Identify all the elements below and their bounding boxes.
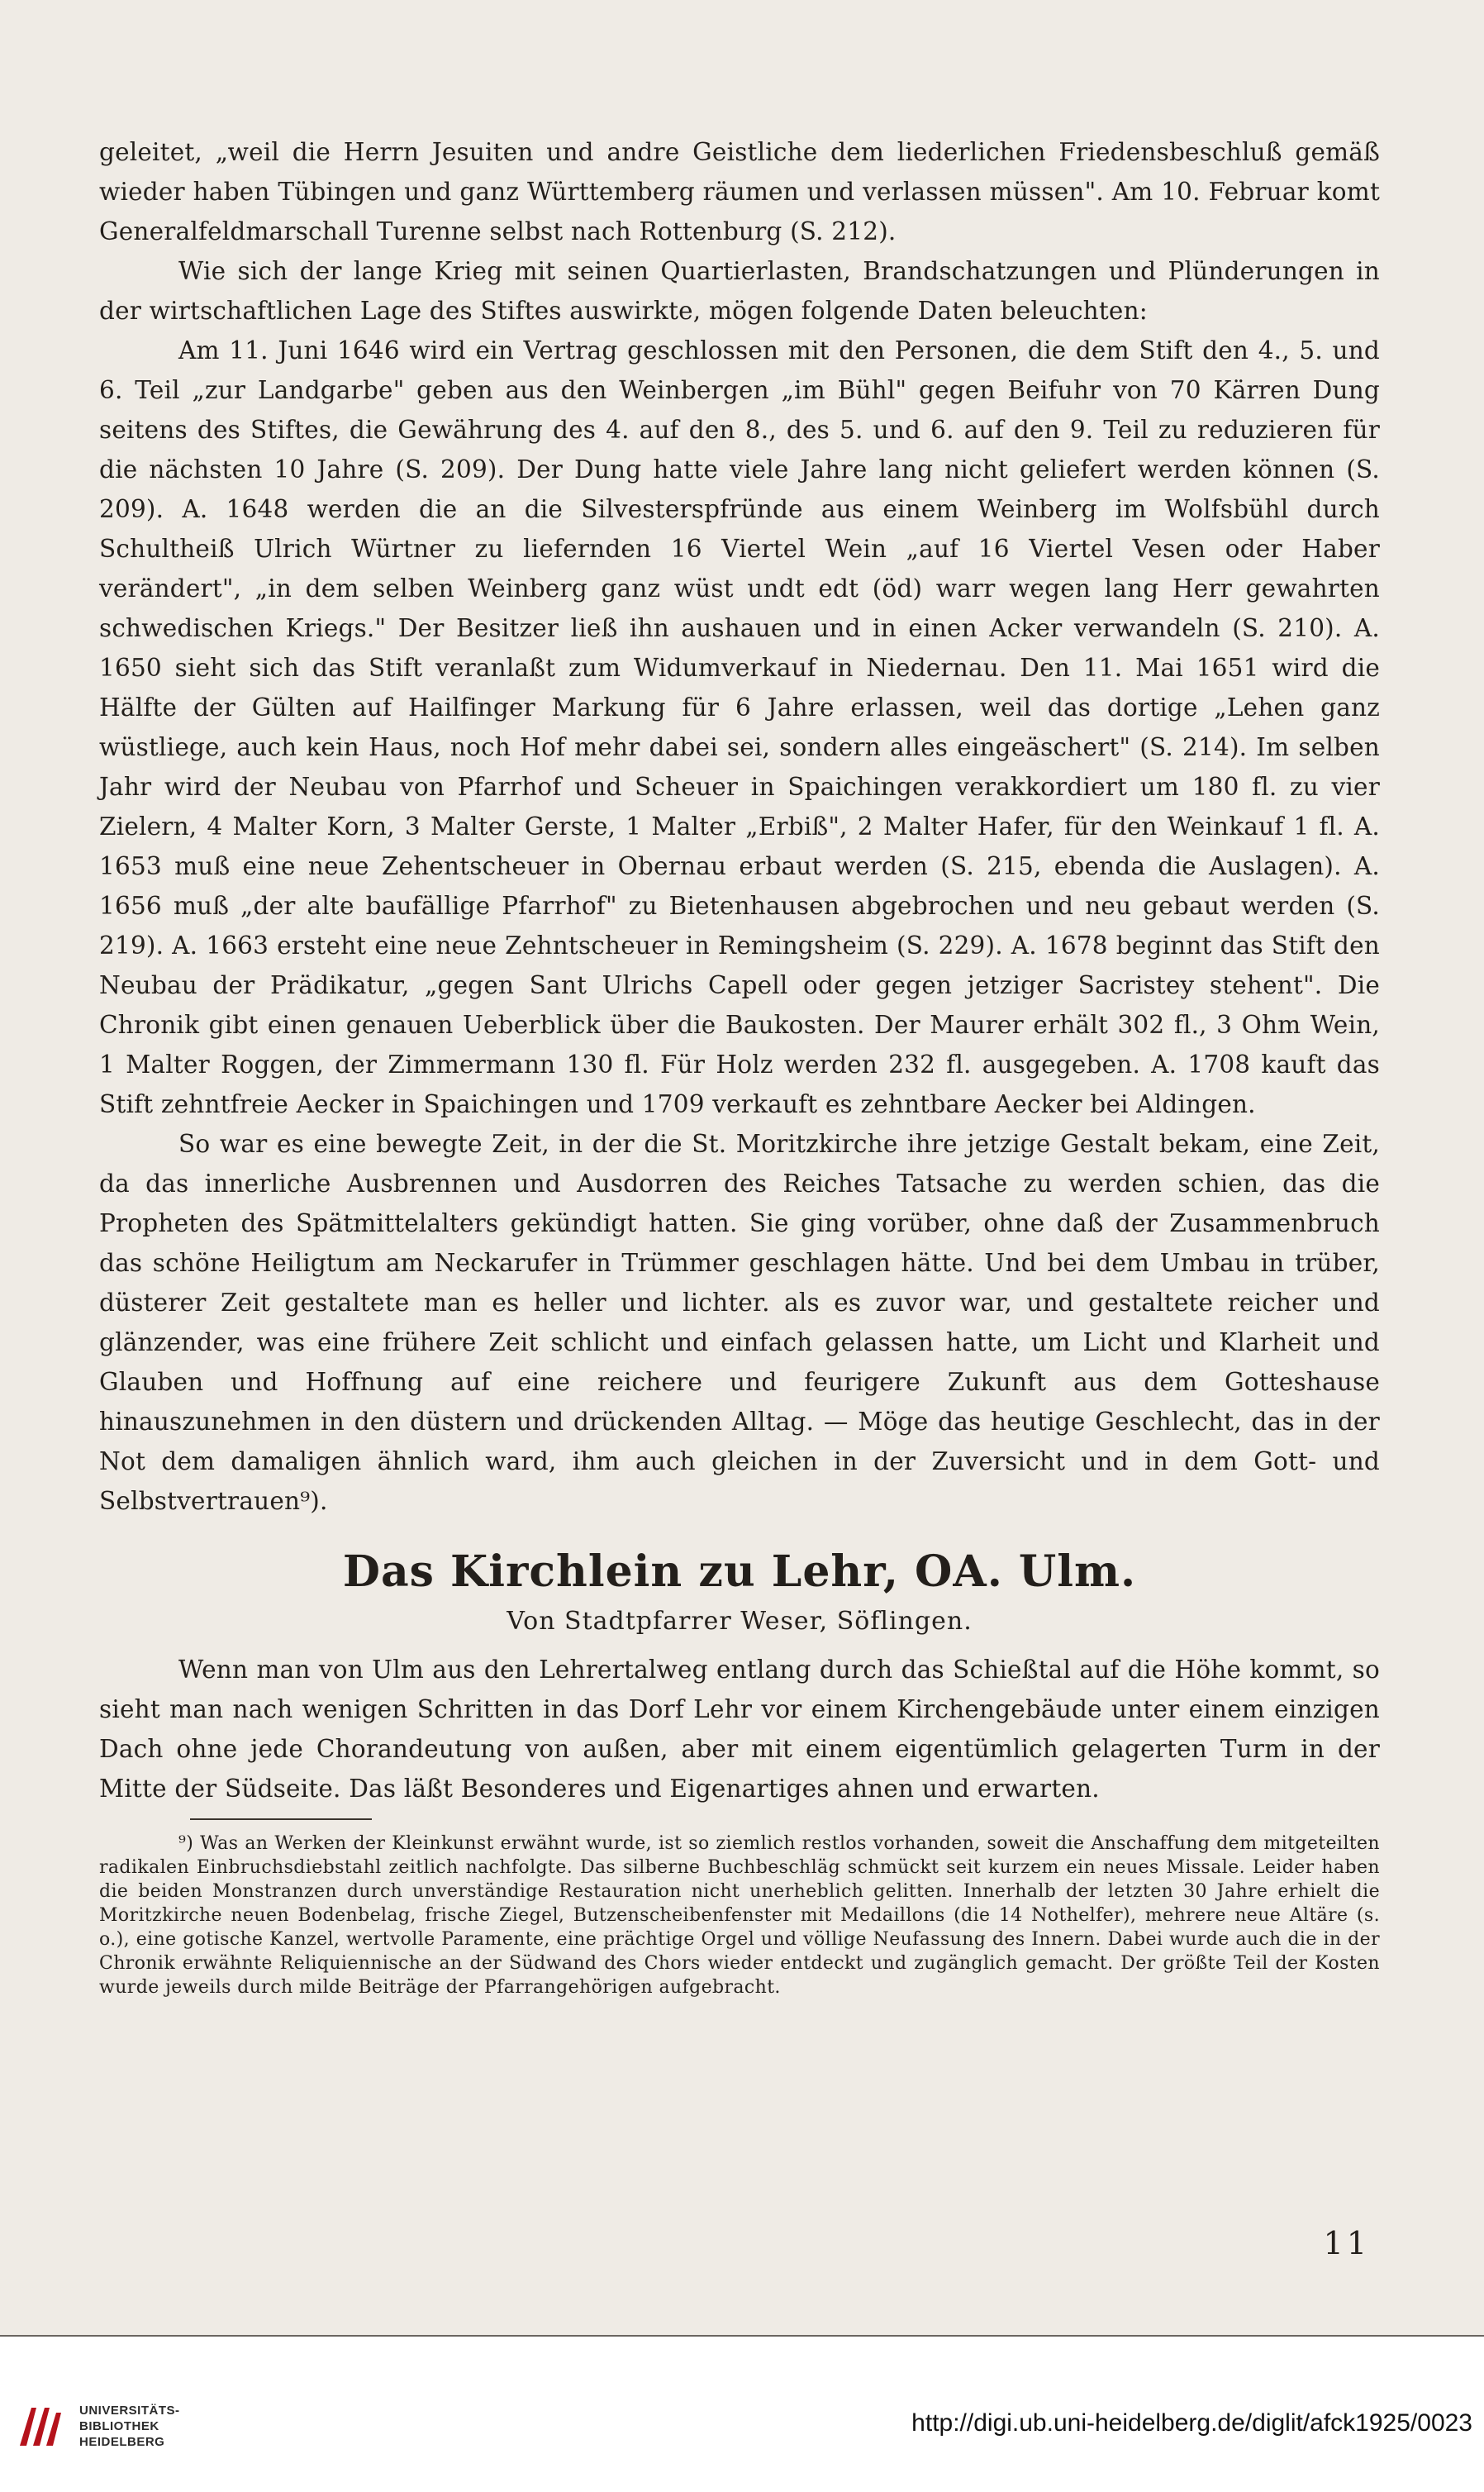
library-name-line3: HEIDELBERG — [79, 2435, 165, 2449]
main-text-block — [99, 132, 1380, 1999]
intro-paragraph: Wenn man von Ulm aus den Lehrertalweg entlang durch das Schießtal auf die Höhe kommt, so sieht man nach wenigen Schritten in das Dorf Lehr vor einem Kirchengebäude unter einem einzigen Dach ohne jede Chorandeutung von außen, aber mit einem eigentümlich gelagerten Turm in der Mitte der Südseite. Das läßt Besonderes und Eigenartiges ahnen und erwarten. — [99, 1656, 1380, 1803]
library-name-line1: UNIVERSITÄTS- — [79, 2404, 180, 2418]
paragraph-2: Wie sich der lange Krieg mit seinen Quartierlasten, Brandschatzungen und Plünderungen in der wirtschaftlichen Lage des Stiftes auswirkte, mögen folgende Daten beleuchten: — [99, 257, 1380, 325]
paragraph-3: Am 11. Juni 1646 wird ein Vertrag geschlossen mit den Personen, die dem Stift den 4., 5. und 6. Teil „zur Landgarbe" geben aus den Weinbergen „im Bühl" gegen Beifuhr von 70 Kärren Dung seitens des Stiftes, die Gewährung des 4. auf den 8., des 5. und 6. auf den 9. Teil zu reduzieren für die nächsten 10 Jahre (S. 209). Der Dung hatte viele Jahre lang nicht geliefert werden können (S. 209). A. 1648 werden die an die Silvesterspfründe aus einem Weinberg im Wolfsbühl durch Schultheiß Ulrich Würtner zu liefernden 16 Viertel Wein „auf 16 Viertel Vesen oder Haber verändert", „in dem selben Weinberg ganz wüst undt edt (öd) warr wegen lang Herr gewahrten schwedischen Kriegs." Der Besitzer ließ ihn aushauen und in einen Acker verwandeln (S. 210). A. 1650 sieht sich das Stift veranlaßt zum Widumverkauf in Niedernau. Den 11. Mai 1651 wird die Hälfte der Gülten auf Hailfinger Markung für 6 Jahre erlassen, weil das dortige „Lehen ganz wüstliege, auch kein Haus, noch Hof mehr dabei sei, sondern alles eingeäschert" (S. 214). Im selben Jahr wird der Neubau von Pfarrhof und Scheuer in Spaichingen verakkordiert um 180 fl. zu vier Zielern, 4 Malter Korn, 3 Malter Gerste, 1 Malter „Erbiß", 2 Malter Hafer, für den Weinkauf 1 fl. A. 1653 muß eine neue Zehentscheuer in Obernau erbaut werden (S. 215, ebenda die Auslagen). A. 1656 muß „der alte baufällige Pfarrhof" zu Bietenhausen abgebrochen und neu gebaut werden (S. 219). A. 1663 ersteht eine neue Zehntscheuer in Remingsheim (S. 229). A. 1678 beginnt das Stift den Neubau der Prädikatur, „gegen Sant Ulrichs Capell oder gegen jetziger Sacristey stehent". Die Chronik gibt einen genauen Ueberblick über die Baukosten. Der Maurer erhält 302 fl., 3 Ohm Wein, 1 Malter Roggen, der Zimmermann 130 fl. Für Holz werden 232 fl. ausgegeben. A. 1708 kauft das Stift zehntfreie Aecker in Spaichingen und 1709 verkauft es zehntbare Aecker bei Aldingen. — [99, 336, 1380, 1118]
library-name-line2: BIBLIOTHEK — [79, 2419, 159, 2433]
footnote-separator — [190, 1818, 372, 1820]
paragraph-1: geleitet, „weil die Herrn Jesuiten und andre Geistliche dem liederlichen Friedensbeschluß gemäß wieder haben Tübingen und ganz Württemberg räumen und verlassen müssen". Am 10. Februar komt Generalfeldmarschall Turenne selbst nach Rottenburg (S. 212). — [99, 138, 1380, 245]
footnote: ⁹) Was an Werken der Kleinkunst erwähnt wurde, ist so ziemlich restlos vorhanden, soweit die Anschaffung dem mitgeteilten radikalen Einbruchsdiebstahl zeitlich nachfolgte. Das silberne Buchbeschläg schmückt seit kurzem ein neues Missale. Leider haben die beiden Monstranzen durch unverständige Restauration nicht unerheblich gelitten. Innerhalb der letzten 30 Jahre erhielt die Moritzkirche neuen Bodenbelag, frische Ziegel, Butzenscheibenfenster mit Medaillons (die 14 Nothelfer), mehrere neue Altäre (s. o.), eine gotische Kanzel, wertvolle Paramente, eine prächtige Orgel und völlige Neufassung des Innern. Dabei wurde auch die in der Chronik erwähnte Reliquiennische an der Südwand des Chors wieder entdeckt und zugänglich gemacht. Der größte Teil der Kosten wurde jeweils durch milde Beiträge der Pfarrangehörigen aufgebracht. — [99, 1833, 1380, 1998]
article-byline: Von Stadtpfarrer Weser, Söflingen. — [507, 1607, 973, 1636]
library-name — [79, 2403, 180, 2450]
paragraph-4: So war es eine bewegte Zeit, in der die St. Moritzkirche ihre jetzige Gestalt bekam, eine Zeit, da das innerliche Ausbrennen und Ausdorren des Reiches Tatsache zu werden schien, das die Propheten des Spätmittelalters gekündigt hatten. Sie ging vorüber, ohne daß der Zusammenbruch das schöne Heiligtum am Neckarufer in Trümmer geschlagen hätte. Und bei dem Umbau in trüber, düsterer Zeit gestaltete man es heller und lichter. als es zuvor war, und gestaltete reicher und glänzender, was eine frühere Zeit schlicht und einfach gelassen hatte, um Licht und Klarheit und Glauben und Hoffnung auf eine reichere und feurigere Zukunft aus dem Gotteshause hinauszunehmen in den düstern und drückenden Alltag. — Möge das heutige Geschlecht, das in der Not dem damaligen ähnlich ward, ihm auch gleichen in der Zuversicht und in dem Gott- und Selbstvertrauen⁹). — [99, 1130, 1380, 1515]
source-url-link[interactable]: http://digi.ub.uni-heidelberg.de/diglit/afck1925/0023 — [911, 2409, 1472, 2437]
article-heading: Das Kirchlein zu Lehr, OA. Ulm. — [342, 1546, 1137, 1597]
page-number: 11 — [1323, 2225, 1370, 2261]
university-library-logo-icon — [15, 2401, 64, 2451]
